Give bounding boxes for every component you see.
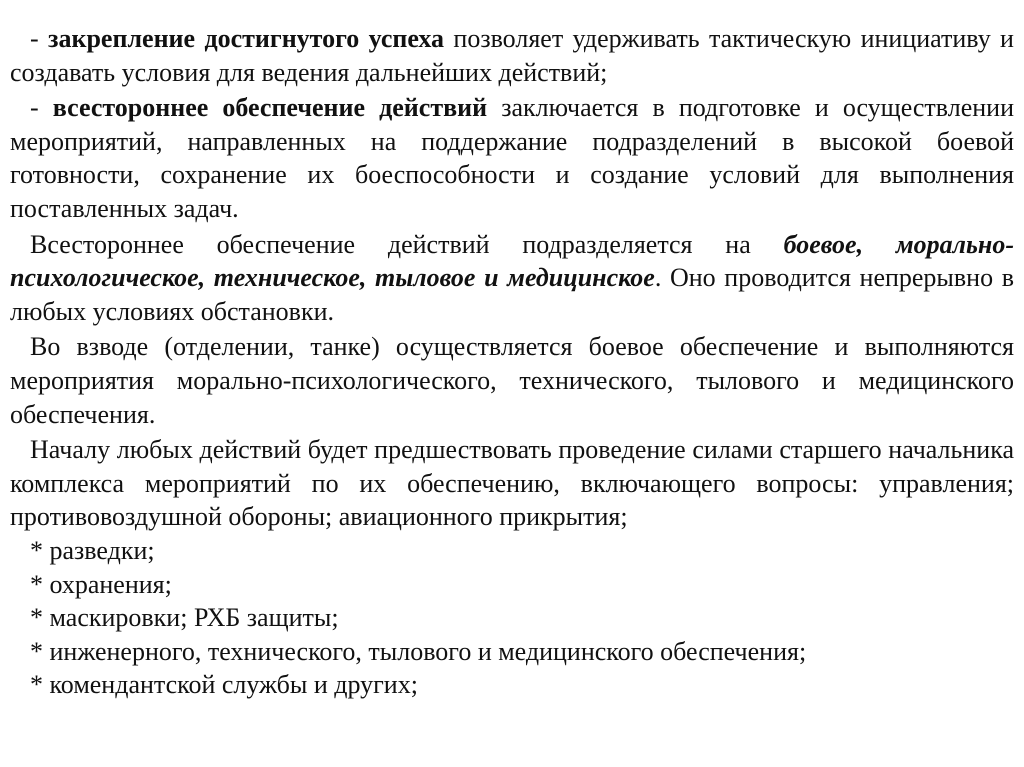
paragraph-text: позволяет удерживать тактическую инициативу и создавать условия для ведения дальнейших действий; (10, 24, 1014, 87)
document-page (10, 22, 1014, 702)
dash-prefix: - (30, 24, 49, 53)
support-types-list: боевое, морально-психологическое, техническое, тыловое и медицинское (10, 229, 1014, 293)
list-item: * охранения; (30, 569, 172, 599)
paragraph-support-types (10, 228, 1014, 329)
measures-list (10, 534, 1014, 702)
paragraph-text: заключается в подготовке и осуществлении мероприятий, направленных на поддержание подразделений в высокой боевой готовности, сохранение их боеспособности и создание условий для выполнения поставленных задач. (10, 93, 1014, 223)
paragraph-text: Во взводе (отделении, танке) осуществляется боевое обеспечение и выполняются мероприятия морально-психологического, технического, тылового и медицинского обеспечения. (10, 332, 1014, 429)
term-consolidation: закрепление достигнутого успеха (48, 24, 445, 53)
paragraph-text: Началу любых действий будет предшествовать проведение силами старшего начальника комплекса мероприятий по их обеспечению, включающего вопросы: управления; противовоздушной обороны; авиационного прикрытия; (10, 435, 1014, 532)
list-item: * инженерного, технического, тылового и медицинского обеспечения; (30, 636, 807, 666)
paragraph-text: . Оно проводится непрерывно в любых условиях обстановки. (10, 263, 1015, 326)
dash-prefix: - (30, 93, 53, 123)
paragraph-preceding-measures (10, 433, 1014, 534)
paragraph-consolidation (10, 22, 1014, 89)
paragraph-lead: Всестороннее обеспечение действий подразделяется на (30, 229, 784, 259)
list-item: * разведки; (30, 535, 155, 565)
list-item: * маскировки; РХБ защиты; (30, 603, 339, 633)
paragraph-platoon (10, 330, 1014, 431)
list-item: * комендантской службы и других; (30, 670, 418, 700)
paragraph-comprehensive-support (10, 91, 1014, 225)
term-comprehensive-support: всестороннее обеспечение действий (52, 93, 488, 123)
